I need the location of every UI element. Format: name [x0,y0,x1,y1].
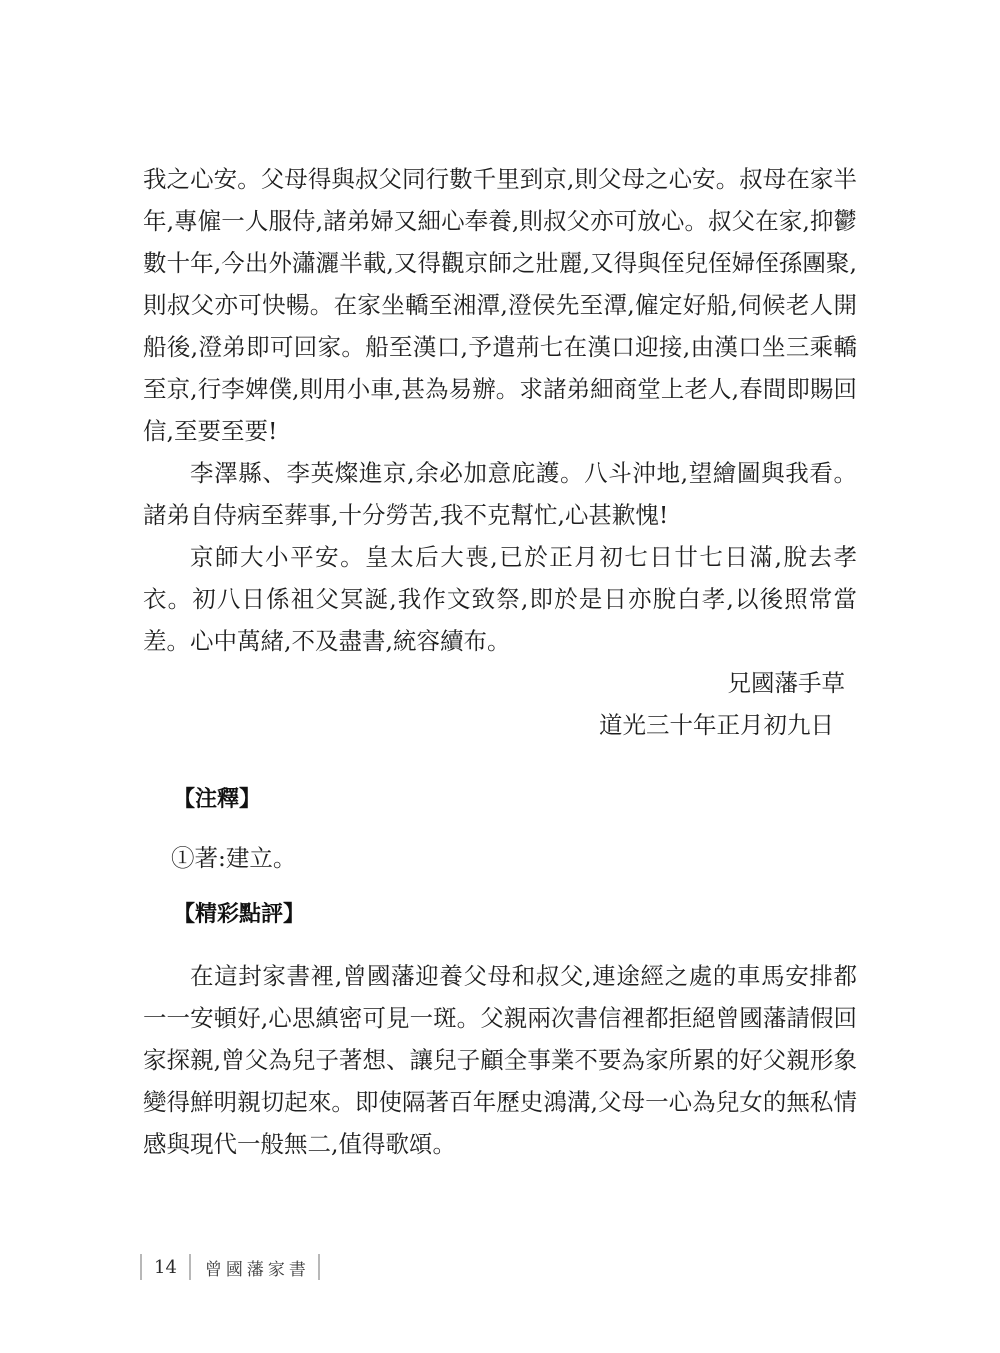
annotation-item: ①著:建立。 [171,844,297,872]
commentary-paragraph: 在這封家書裡,曾國藩迎養父母和叔父,連途經之處的車馬安排都一一安頓好,心思縝密可見一斑。父親兩次書信裡都拒絕曾國藩請假回家探親,曾父為兒子著想、讓兒子顧全事業不要為家所累的好父親形象變得鮮明親切起來。即使隔著百年歷史鴻溝,父母一心為兒女的無私情感與現代一般無二,值得歌頌。 [143,962,857,1158]
letter-paragraph: 李澤縣、李英燦進京,余必加意庇護。八斗沖地,望繪圖與我看。諸弟自侍病至葬事,十分勞苦,我不克幫忙,心甚歉愧! [143,459,857,529]
page-content [143,158,857,1165]
page-footer [140,1252,320,1282]
footer-divider [318,1254,320,1280]
footer-divider [140,1254,142,1280]
annotation-heading: 【注釋】 [173,787,262,812]
annotation-section [143,785,857,879]
footer-book-title: 曾國藩家書 [204,1259,310,1280]
commentary-heading: 【精彩點評】 [173,902,306,927]
letter-paragraph: 我之心安。父母得與叔父同行數千里到京,則父母之心安。叔母在家半年,專僱一人服侍,諸弟婦又細心奉養,則叔父亦可放心。叔父在家,抑鬱數十年,今出外瀟灑半載,又得觀京師之壯麗,又得與侄兒侄婦侄孫團聚,則叔父亦可快暢。在家坐轎至湘潭,澄侯先至潭,僱定好船,伺候老人開船後,澄弟即可回家。船至漢口,予遣荊七在漢口迎接,由漢口坐三乘轎至京,行李婢僕,則用小車,甚為易辦。求諸弟細商堂上老人,春間即賜回信,至要至要! [143,165,857,445]
letter-signature: 兄國藩手草 [727,669,845,697]
letter-section [143,158,857,746]
footer-divider [189,1254,191,1280]
page-number: 14 [154,1256,177,1278]
letter-date: 道光三十年正月初九日 [599,711,834,739]
letter-paragraph: 京師大小平安。皇太后大喪,已於正月初七日廿七日滿,脫去孝衣。初八日係祖父冥誕,我作文致祭,即於是日亦脫白孝,以後照常當差。心中萬緒,不及盡書,統容續布。 [143,543,857,655]
commentary-section [143,900,857,1165]
